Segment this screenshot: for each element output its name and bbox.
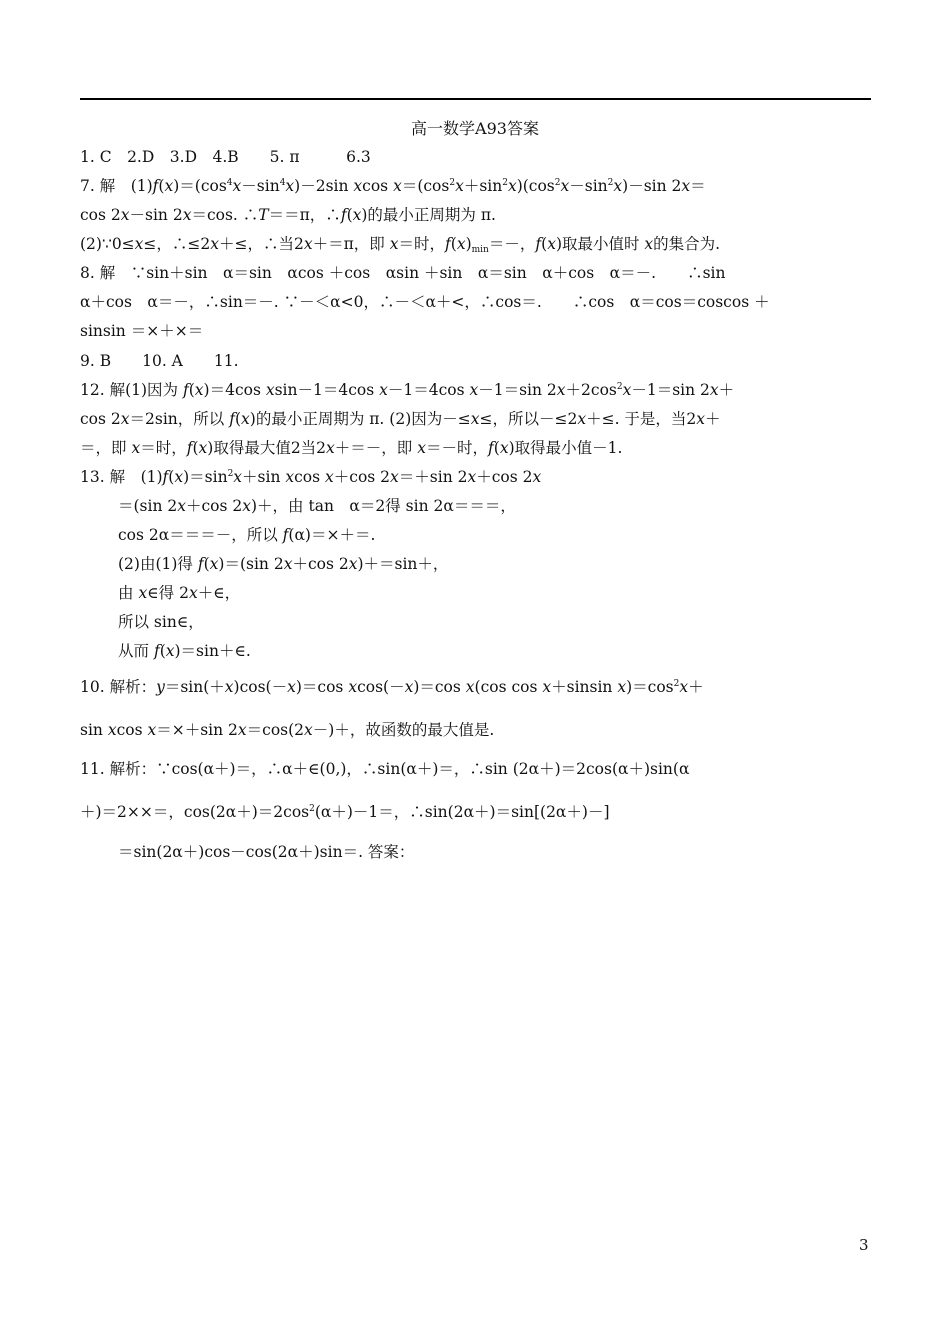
header-rule — [80, 98, 871, 100]
answer-line-19: 10. 解析：y＝sin(＋x)cos(－x)＝cos xcos(－x)＝cos x(cos cos x＋sinsin $x)=\cos^2x+$ — [80, 678, 704, 696]
answer-line-10: cos 2x＝2sin，所以 f(x)的最小正周期为 π. (2)因为－≤x≤，所以－≤2x＋≤. 于是，当2x＋ — [80, 410, 721, 428]
answer-line-12: 13. 解 $(1)f(x)=\sin^2x+\sin$ xcos x＋cos 2x＝＋sin 2x＋cos 2x — [80, 468, 542, 486]
answer-line-16: 由 x∈得 2x＋∈， — [118, 584, 241, 602]
answer-line-14: cos 2α＝＝＝－，所以 f(α)＝×＋＝. — [118, 526, 376, 544]
page-title: 高一数学A93答案 — [411, 119, 539, 138]
answer-line-11: ＝，即 x＝时，f(x)取得最大值2当2x＋＝－，即 x＝－时，f(x)取得最小值－1. — [80, 439, 623, 457]
answer-line-2: 7. 解 $(1)f(x)=(\cos^4x-\sin^4x)-2\sin$ xcos $x=(\cos^2x+\sin^2x)(\cos^2x-\sin^2x)-\sin$ 2x＝ — [80, 177, 706, 195]
answer-line-8: 9. B 10. A 11. — [80, 352, 239, 370]
answer-line-22: ＋)＝2××＝，$\cos(2\alpha+)=2\cos^2(\alpha+)-1=$，∴sin(2α＋)＝sin[(2α＋)－] — [80, 803, 610, 821]
page-number: 3 — [859, 1236, 869, 1254]
answer-line-13: ＝(sin 2x＋cos 2x)＋，由 tan α＝2得 sin 2α＝＝＝， — [118, 497, 516, 515]
answer-line-3: cos 2x－sin 2x＝cos. ∴T＝＝π，∴f(x)的最小正周期为 π. — [80, 206, 496, 224]
answer-line-1: 1. C 2.D 3.D 4.B 5. π 6.3 — [80, 148, 371, 166]
answer-line-6: α＋cos α＝－，∴sin＝－. ∵－＜α<0，∴－＜α＋<，∴cos＝. ∴cos α＝cos＝coscos ＋ — [80, 293, 770, 311]
answer-line-21: 11. 解析：∵cos(α＋)＝，∴α＋∈(0,)，∴sin(α＋)＝，∴sin (2α＋)＝2cos(α＋)sin(α — [80, 760, 690, 778]
answer-line-18: 从而 f(x)＝sin＋∈. — [118, 642, 251, 660]
answer-line-7: sinsin ＝×＋×＝ — [80, 322, 204, 340]
answer-line-23: ＝sin(2α＋)cos－cos(2α＋)sin＝. 答案： — [118, 843, 415, 861]
answer-line-5: 8. 解 ∵sin＋sin α＝sin αcos ＋cos αsin ＋sin α＝sin α＋cos α＝－. ∴sin — [80, 264, 726, 282]
answer-line-4: (2)∵0≤x≤，∴≤2x＋≤，∴当2x＋＝π，即 x＝时，$f(x)_{min}=-$，f(x)取最小值时 x的集合为. — [80, 235, 721, 255]
answer-line-20: sin xcos x＝×＋sin 2x＝cos(2x－)＋，故函数的最大值是. — [80, 721, 495, 739]
answer-line-15: (2)由(1)得 f(x)＝(sin 2x＋cos 2x)＋＝sin＋， — [118, 555, 449, 573]
answer-line-9: 12. 解(1)因为 f(x)＝4cos xsin－1＝4cos x－1＝4cos x－1＝sin $2x+2\cos^2x-1=\sin$ 2x＋ — [80, 381, 735, 399]
answer-line-17: 所以 sin∈， — [118, 613, 204, 631]
